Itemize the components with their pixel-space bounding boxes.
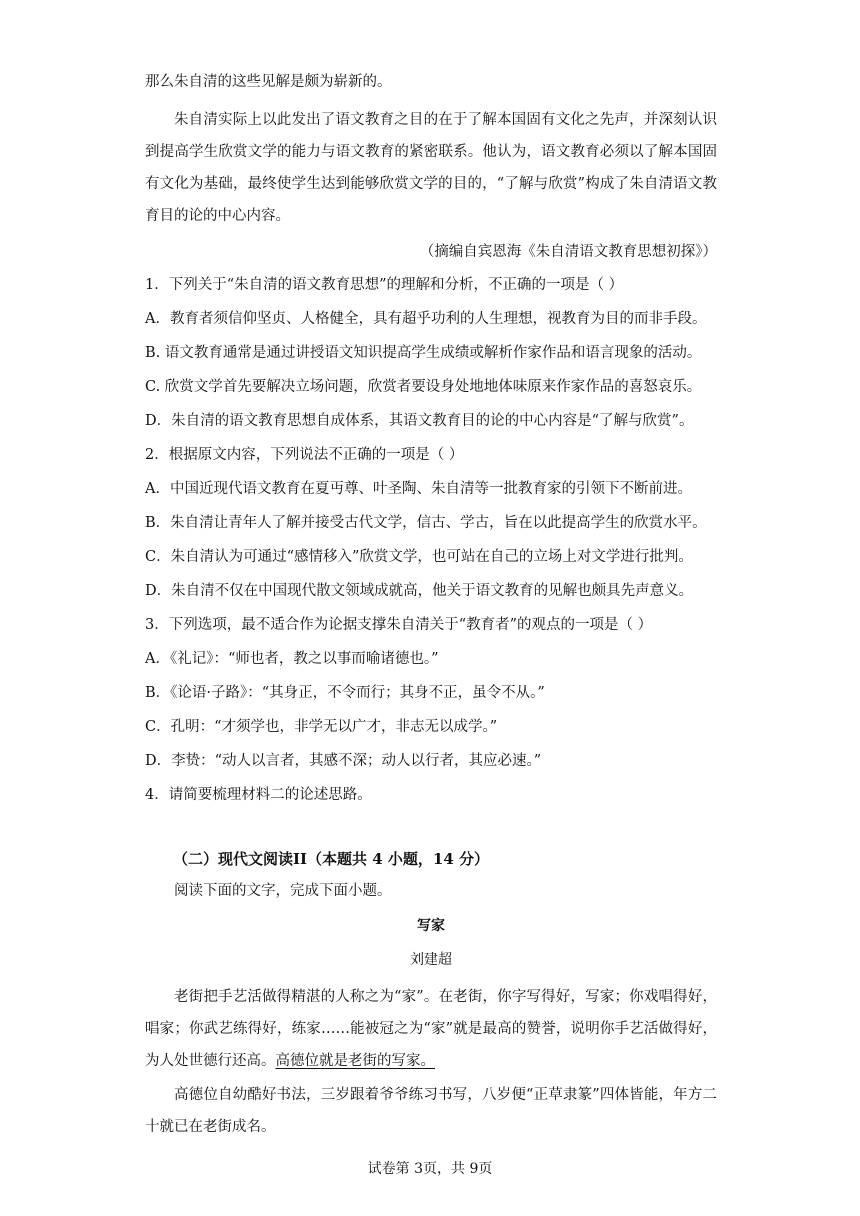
story-text: 老街把手艺活做得精湛的人称之为“家”。在老街，你字写得好，写家；你戏唱得好，唱家；你武艺练得好，练家……能被冠之为“家”就是最高的赞誉，说明你手艺活做得好，为人处世德行还高。 xyxy=(145,989,717,1069)
option-c[interactable]: C. 欣赏文学首先要解决立场问题，欣赏者要设身处地地体味原来作家作品的喜怒哀乐。 xyxy=(145,379,702,395)
question-stem: 2．根据原文内容，下列说法不正确的一项是（ ） xyxy=(145,447,464,463)
source-citation: （摘编自宾恩海《朱自清语文教育思想初探》） xyxy=(419,244,717,260)
story-title: 写家 xyxy=(417,918,445,934)
question-list xyxy=(145,268,717,812)
option-d[interactable]: D．朱自清不仅在中国现代散文领域成就高，他关于语文教育的见解也颇具先声意义。 xyxy=(145,583,694,599)
question-stem: 3．下列选项，最不适合作为论据支撑朱自清关于“教育者”的观点的一项是（ ） xyxy=(145,617,653,633)
option-d[interactable]: D．李贽：“动人以言者，其感不深；动人以行者，其应必速。” xyxy=(145,753,542,769)
option-b[interactable]: B. 语文教育通常是通过讲授语文知识提高学生成绩或解析作家作品和语言现象的活动。 xyxy=(145,345,702,361)
option-a[interactable]: A．教育者须信仰坚贞、人格健全，具有超乎功利的人生理想，视教育为目的而非手段。 xyxy=(145,311,707,327)
question-stem: 1．下列关于“朱自清的语文教育思想”的理解和分析，不正确的一项是（ ） xyxy=(145,277,624,293)
story-paragraph xyxy=(145,981,717,1077)
option-b[interactable]: B．朱自清让青年人了解并接受古代文学，信古、学古，旨在以此提高学生的欣赏水平。 xyxy=(145,515,707,531)
option-c[interactable]: C．朱自清认为可通过“感情移入”欣赏文学，也可站在自己的立场上对文学进行批判。 xyxy=(145,549,693,565)
option-a[interactable]: A．中国近现代语文教育在夏丏尊、叶圣陶、朱自清等一批教育家的引领下不断前进。 xyxy=(145,481,692,497)
option-c[interactable]: C．孔明：“才须学也，非学无以广才，非志无以成学。” xyxy=(145,719,498,735)
story-author: 刘建超 xyxy=(410,952,452,968)
passage-one xyxy=(145,66,717,268)
passage-paragraph: 朱自清实际上以此发出了语文教育之目的在于了解本国固有文化之先声，并深刻认识到提高学生欣赏文学的能力与语文教育的紧密联系。他认为，语文教育必须以了解本国固有文化为基础，最终使学生达到能够欣赏文学的目的，“了解与欣赏”构成了朱自清语文教育目的论的中心内容。 xyxy=(145,112,717,224)
option-a[interactable]: A．《礼记》：“师也者，教之以事而喻诸德也。” xyxy=(145,651,439,667)
page-footer: 试卷第 3页，共 9页 xyxy=(367,1161,493,1177)
reading-instruction: 阅读下面的文字，完成下面小题。 xyxy=(174,883,392,899)
question-stem: 4．请简要梳理材料二的论述思路。 xyxy=(145,787,372,803)
option-b[interactable]: B．《论语·子路》：“其身正，不令而行；其身不正，虽令不从。” xyxy=(145,685,545,701)
section-heading: （二）现代文阅读II（本题共 4 小题，14 分） xyxy=(173,850,490,868)
option-d[interactable]: D．朱自清的语文教育思想自成体系，其语文教育目的论的中心内容是“了解与欣赏”。 xyxy=(145,413,694,429)
story-paragraph: 高德位自幼酷好书法，三岁跟着爷爷练习书写，八岁便“正草隶篆”四体皆能，年方二十就已在老街成名。 xyxy=(145,1087,717,1135)
section-two xyxy=(145,848,717,1143)
underlined-sentence: 高德位就是老街的写家。 xyxy=(275,1053,435,1069)
passage-line: 那么朱自清的这些见解是颇为崭新的。 xyxy=(145,74,392,90)
